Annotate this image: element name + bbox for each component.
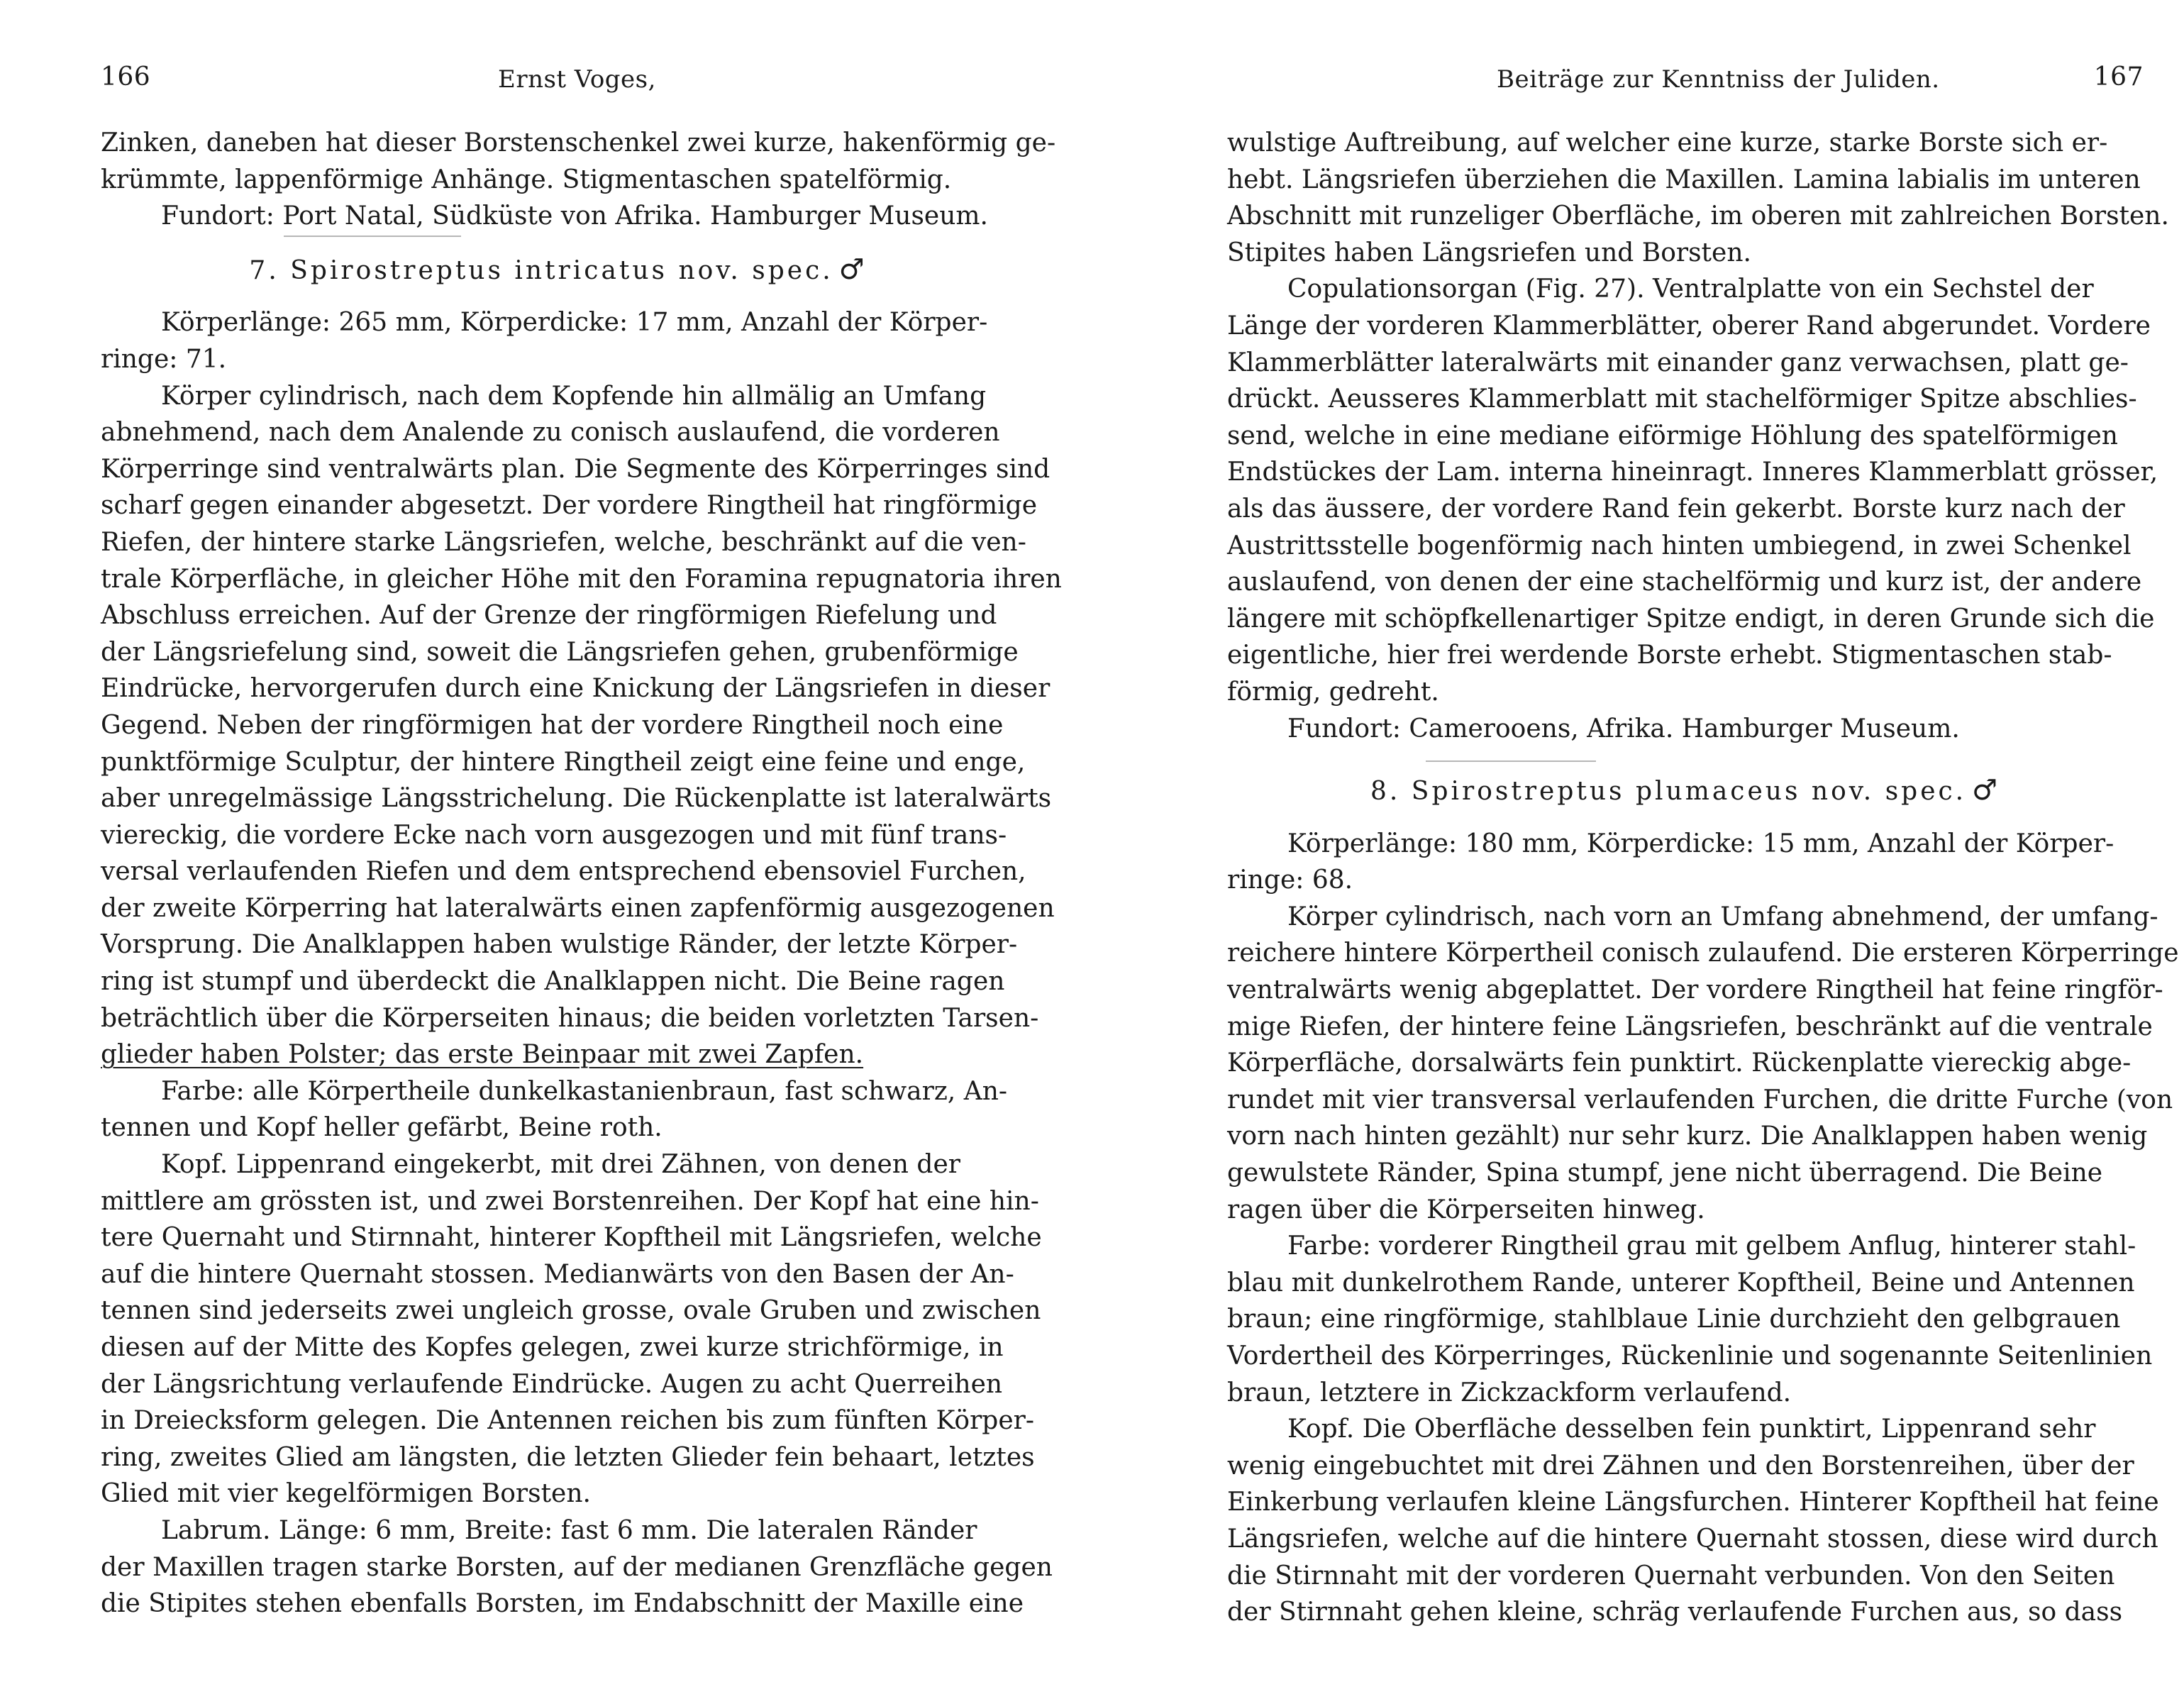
text-line: mittlere am grössten ist, und zwei Borstenreihen. Der Kopf hat eine hin- bbox=[101, 1186, 1039, 1216]
text-line: tennen und Kopf heller gefärbt, Beine roth. bbox=[101, 1113, 663, 1143]
text-line: ventralwärts wenig abgeplattet. Der vordere Ringtheil hat feine ringför- bbox=[1227, 975, 2163, 1005]
text-line: die Stipites stehen ebenfalls Borsten, im Endabschnitt der Maxille eine bbox=[101, 1589, 1024, 1619]
text-line: Glied mit vier kegelförmigen Borsten. bbox=[101, 1479, 591, 1509]
text-line: als das äussere, der vordere Rand fein gekerbt. Borste kurz nach der bbox=[1227, 494, 2125, 524]
text-line: Austrittsstelle bogenförmig nach hinten umbiegend, in zwei Schenkel bbox=[1227, 531, 2132, 560]
text-line: Körperlänge: 265 mm, Körperdicke: 17 mm, Anzahl der Körper- bbox=[161, 308, 988, 338]
text-line: braun; eine ringförmige, stahlblaue Linie durchzieht den gelbgrauen bbox=[1227, 1305, 2121, 1334]
underlined-text-line: glieder haben Polster; das erste Beinpaar mit zwei Zapfen. bbox=[101, 1040, 864, 1070]
text-line: Stipites haben Längsriefen und Borsten. bbox=[1227, 238, 1751, 267]
text-line: aber unregelmässige Längsstrichelung. Die Rückenplatte ist lateralwärts bbox=[101, 784, 1052, 814]
text-line: hebt. Längsriefen überziehen die Maxillen. Lamina labialis im unteren bbox=[1227, 165, 2141, 194]
text-line: auslaufend, von denen der eine stachelförmig und kurz ist, der andere bbox=[1227, 568, 2142, 597]
text-line: Kopf. Lippenrand eingekerbt, mit drei Zähnen, von denen der bbox=[161, 1150, 960, 1180]
text-line: Fundort: Port Natal, Südküste von Afrika. Hamburger Museum. bbox=[161, 201, 988, 231]
text-line: gewulstete Ränder, Spina stumpf, jene nicht überragend. Die Beine bbox=[1227, 1158, 2103, 1188]
text-line: Körper cylindrisch, nach vorn an Umfang abnehmend, der umfang- bbox=[1287, 902, 2158, 931]
text-line: rundet mit vier transversal verlaufenden Furchen, die dritte Furche (von bbox=[1227, 1085, 2173, 1114]
text-line: Klammerblätter lateralwärts mit einander ganz verwachsen, platt ge- bbox=[1227, 348, 2129, 377]
text-line: Farbe: vorderer Ringtheil grau mit gelbem Anflug, hinterer stahl- bbox=[1287, 1232, 2136, 1261]
text-line: in Dreiecksform gelegen. Die Antennen reichen bis zum fünften Körper- bbox=[101, 1406, 1035, 1436]
text-line: Gegend. Neben der ringförmigen hat der vordere Ringtheil noch eine bbox=[101, 710, 1004, 740]
right-page-body bbox=[1227, 125, 2179, 1631]
text-line: Körperlänge: 180 mm, Körperdicke: 15 mm, Anzahl der Körper- bbox=[1287, 829, 2114, 858]
section-heading-text: 7. Spirostreptus intricatus nov. spec. bbox=[249, 255, 833, 285]
text-line: blau mit dunkelrothem Rande, unterer Kopftheil, Beine und Antennen bbox=[1227, 1268, 2135, 1298]
text-line: längere mit schöpfkellenartiger Spitze endigt, in deren Grunde sich die bbox=[1227, 604, 2155, 633]
text-line: der Maxillen tragen starke Borsten, auf der medianen Grenzfläche gegen bbox=[101, 1552, 1053, 1582]
text-line: abnehmend, nach dem Analende zu conisch auslaufend, die vorderen bbox=[101, 418, 1000, 448]
male-symbol-icon: ♂ bbox=[838, 253, 867, 286]
text-line: Abschnitt mit runzeliger Oberfläche, im oberen mit zahlreichen Borsten. bbox=[1227, 201, 2169, 231]
text-line: wulstige Auftreibung, auf welcher eine kurze, starke Borste sich er- bbox=[1227, 128, 2108, 157]
text-line: mige Riefen, der hintere feine Längsriefen, beschränkt auf die ventrale bbox=[1227, 1012, 2153, 1041]
text-line: drückt. Aeusseres Klammerblatt mit stachelförmiger Spitze abschlies- bbox=[1227, 384, 2137, 414]
text-line: krümmte, lappenförmige Anhänge. Stigmentaschen spatelförmig. bbox=[101, 165, 952, 194]
section-heading bbox=[1227, 773, 2144, 810]
text-line: Kopf. Die Oberfläche desselben fein punktirt, Lippenrand sehr bbox=[1287, 1415, 2096, 1444]
section-heading bbox=[101, 252, 1016, 289]
text-line: ring, zweites Glied am längsten, die letzten Glieder fein behaart, letztes bbox=[101, 1442, 1035, 1472]
text-line: Körperringe sind ventralwärts plan. Die Segmente des Körperringes sind bbox=[101, 454, 1051, 484]
text-line: Farbe: alle Körpertheile dunkelkastanienbraun, fast schwarz, An- bbox=[161, 1076, 1008, 1106]
text-line: punktförmige Sculptur, der hintere Ringtheil zeigt eine feine und enge, bbox=[101, 747, 1026, 777]
text-line: die Stirnnaht mit der vorderen Quernaht verbunden. Von den Seiten bbox=[1227, 1561, 2115, 1590]
male-symbol-icon: ♂ bbox=[1972, 774, 2000, 807]
text-line: Längsriefen, welche auf die hintere Quernaht stossen, diese wird durch bbox=[1227, 1524, 2158, 1554]
text-line: send, welche in eine mediane eiförmige Höhlung des spatelförmigen bbox=[1227, 421, 2118, 450]
text-line: Körperfläche, dorsalwärts fein punktirt. Rückenplatte viereckig abge- bbox=[1227, 1049, 2132, 1078]
text-line: trale Körperfläche, in gleicher Höhe mit den Foramina repugnatoria ihren bbox=[101, 564, 1062, 594]
text-line: Vorsprung. Die Analklappen haben wulstige Ränder, der letzte Körper- bbox=[101, 930, 1018, 960]
text-line: der zweite Körperring hat lateralwärts einen zapfenförmig ausgezogenen bbox=[101, 893, 1055, 923]
pencil-mark bbox=[1426, 760, 1596, 762]
text-line: ragen über die Körperseiten hinweg. bbox=[1227, 1195, 1705, 1224]
text-line: Endstückes der Lam. interna hineinragt. Inneres Klammerblatt grösser, bbox=[1227, 458, 2158, 487]
text-line: Abschluss erreichen. Auf der Grenze der ringförmigen Riefelung und bbox=[101, 601, 997, 631]
text-line: Labrum. Länge: 6 mm, Breite: fast 6 mm. Die lateralen Ränder bbox=[161, 1515, 977, 1545]
text-line: Copulationsorgan (Fig. 27). Ventralplatte von ein Sechstel der bbox=[1287, 275, 2094, 304]
text-line: reichere hintere Körpertheil conisch zulaufend. Die ersteren Körperringe bbox=[1227, 939, 2179, 968]
text-line: versal verlaufenden Riefen und dem entsprechend ebensoviel Furchen, bbox=[101, 857, 1026, 887]
text-line: der Stirnnaht gehen kleine, schräg verlaufende Furchen aus, so dass bbox=[1227, 1598, 2123, 1627]
page-number: 166 bbox=[101, 62, 151, 92]
text-line: vorn nach hinten gezählt) nur sehr kurz. Die Analklappen haben wenig bbox=[1227, 1122, 2148, 1151]
text-line: scharf gegen einander abgesetzt. Der vordere Ringtheil hat ringförmige bbox=[101, 491, 1038, 521]
text-line: ringe: 71. bbox=[101, 344, 227, 374]
text-line: Einkerbung verlaufen kleine Längsfurchen. Hinterer Kopftheil hat feine bbox=[1227, 1488, 2159, 1517]
text-line: wenig eingebuchtet mit drei Zähnen und den Borstenreihen, über der bbox=[1227, 1451, 2134, 1481]
text-line: auf die hintere Quernaht stossen. Medianwärts von den Basen der An- bbox=[101, 1259, 1014, 1289]
text-line: tennen sind jederseits zwei ungleich grosse, ovale Gruben und zwischen bbox=[101, 1296, 1041, 1326]
text-line: tere Quernaht und Stirnnaht, hinterer Kopftheil mit Längsriefen, welche bbox=[101, 1223, 1042, 1253]
text-line: viereckig, die vordere Ecke nach vorn ausgezogen und mit fünf trans- bbox=[101, 820, 1007, 850]
text-line: der Längsrichtung verlaufende Eindrücke. Augen zu acht Querreihen bbox=[101, 1369, 1003, 1399]
right-page bbox=[1092, 0, 2184, 1682]
text-line: Länge der vorderen Klammerblätter, oberer Rand abgerundet. Vordere bbox=[1227, 311, 2151, 341]
page-number: 167 bbox=[2093, 62, 2144, 92]
text-line: ring ist stumpf und überdeckt die Analklappen nicht. Die Beine ragen bbox=[101, 967, 1005, 997]
text-line: der Längsriefelung sind, soweit die Längsriefen gehen, grubenförmige bbox=[101, 637, 1019, 667]
left-page-body bbox=[101, 125, 1062, 1622]
text-line: Körper cylindrisch, nach dem Kopfende hin allmälig an Umfang bbox=[161, 381, 987, 411]
text-line: beträchtlich über die Körperseiten hinaus; die beiden vorletzten Tarsen- bbox=[101, 1003, 1039, 1033]
text-line: Riefen, der hintere starke Längsriefen, welche, beschränkt auf die ven- bbox=[101, 527, 1026, 557]
text-line: braun, letztere in Zickzackform verlaufend. bbox=[1227, 1378, 1792, 1407]
text-line: Zinken, daneben hat dieser Borstenschenkel zwei kurze, hakenförmig ge- bbox=[101, 128, 1056, 157]
text-line: Fundort: Camerooens, Afrika. Hamburger Museum. bbox=[1287, 714, 1960, 743]
text-line: Vordertheil des Körperringes, Rückenlinie und sogenannte Seitenlinien bbox=[1227, 1341, 2153, 1371]
running-head: Beiträge zur Kenntniss der Juliden. bbox=[1497, 65, 1940, 94]
section-heading-text: 8. Spirostreptus plumaceus nov. spec. bbox=[1370, 777, 1967, 807]
text-line: eigentliche, hier frei werdende Borste erhebt. Stigmentaschen stab- bbox=[1227, 641, 2112, 670]
pencil-mark bbox=[284, 236, 461, 237]
running-head: Ernst Voges, bbox=[498, 65, 656, 94]
text-line: förmig, gedreht. bbox=[1227, 677, 1439, 707]
text-line: ringe: 68. bbox=[1227, 865, 1353, 895]
text-line: Eindrücke, hervorgerufen durch eine Knickung der Längsriefen in dieser bbox=[101, 674, 1051, 704]
text-line: diesen auf der Mitte des Kopfes gelegen, zwei kurze strichförmige, in bbox=[101, 1333, 1004, 1362]
